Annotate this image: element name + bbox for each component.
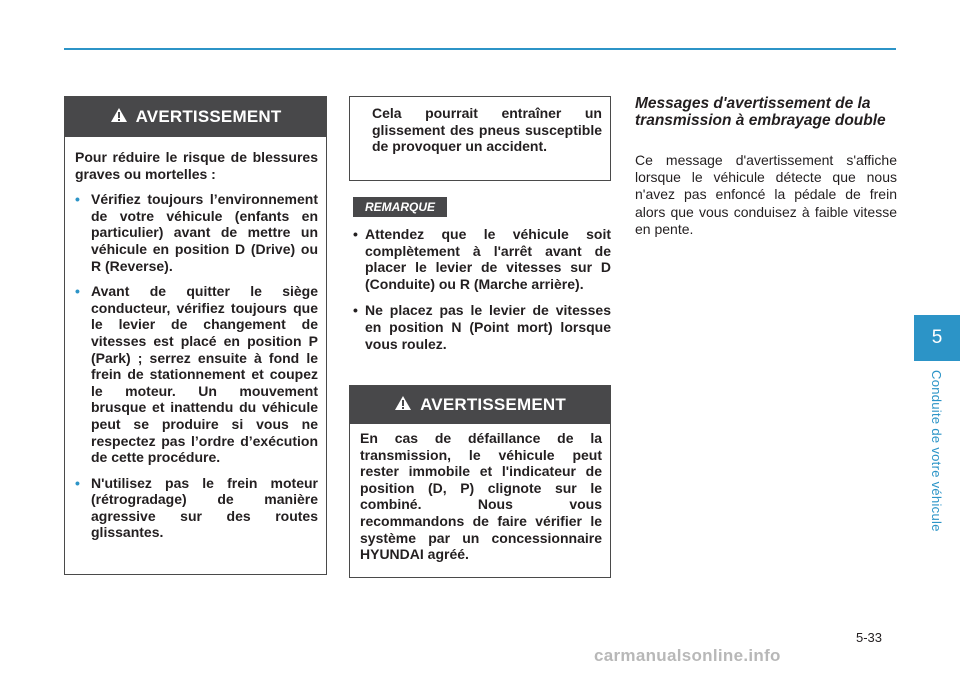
warning-item-text: Vérifiez toujours l’environnement de votre véhicule (enfants en particulier) avant de mettre un véhicule en position D (Drive) ou R (Reverse). [91, 191, 318, 274]
warning-body [350, 424, 610, 580]
warning-item [75, 191, 318, 274]
warning-box-left [64, 96, 327, 575]
warning-intro: Pour réduire le risque de blessures graves ou mortelles : [75, 149, 318, 182]
bullet-dot: • [353, 226, 358, 242]
top-rule [64, 48, 896, 50]
warning-list [75, 191, 318, 541]
continued-warning-box [349, 96, 611, 181]
warning-body [65, 137, 326, 558]
remark-item-text: Ne placez pas le levier de vitesses en position N (Point mort) lorsque vous roulez. [365, 302, 611, 352]
chapter-title: Conduite de votre véhicule [929, 370, 944, 532]
warning-box-mid [349, 385, 611, 578]
warning-triangle-icon [110, 107, 128, 128]
warning-triangle-icon [394, 395, 412, 416]
warning-title: AVERTISSEMENT [135, 107, 282, 126]
remark-list [353, 226, 611, 362]
remark-badge: REMARQUE [353, 197, 447, 217]
remark-item [353, 302, 611, 352]
warning-text: En cas de défaillance de la transmission, le véhicule peut rester immobile et l'indicateur de position (D, P) clignote sur le combiné. Nous vous recommandons de faire vérifier le système par un concessionnaire HYUNDAI agréé. [360, 430, 602, 563]
warning-header [65, 97, 326, 137]
continued-text: Cela pourrait entraîner un glissement des pneus susceptible de provoquer un accident. [372, 105, 602, 155]
warning-header [350, 386, 610, 424]
warning-item [75, 475, 318, 541]
bullet-dot: • [353, 302, 358, 319]
warning-item [75, 283, 318, 466]
remark-item-text: Attendez que le véhicule soit complètement à l'arrêt avant de placer le levier de vitesses sur D (Conduite) ou R (Marche arrière). [365, 226, 611, 292]
section-text: Ce message d'avertissement s'affiche lorsque le véhicule détecte que nous n'avez pas enfoncé la pédale de frein alors que vous conduisez à faible vitesse en pente. [635, 152, 897, 237]
warning-item-text: Avant de quitter le siège conducteur, vérifiez toujours que le levier de changement de vitesses est placé en position P (Park) ; serrez ensuite à fond le frein de stationnement et coupez le moteur. Un mouvement brusque et inattendu du véhicule peut se produire si vous ne respectez pas l’ordre d’exécution de cette procédure. [91, 283, 318, 466]
watermark: carmanualsonline.info [594, 646, 781, 665]
warning-item-text: N'utilisez pas le frein moteur (rétrogradage) de manière agressive sur des routes glissantes. [91, 474, 318, 541]
page-number: 5-33 [856, 630, 883, 645]
bullet-dot: • [75, 474, 80, 491]
chapter-number-tab: 5 [914, 315, 960, 361]
remark-item [353, 226, 611, 292]
bullet-dot: • [75, 283, 80, 300]
section-title: Messages d'avertissement de la transmission à embrayage double [635, 95, 886, 129]
warning-title: AVERTISSEMENT [420, 395, 566, 414]
bullet-dot: • [75, 191, 80, 208]
